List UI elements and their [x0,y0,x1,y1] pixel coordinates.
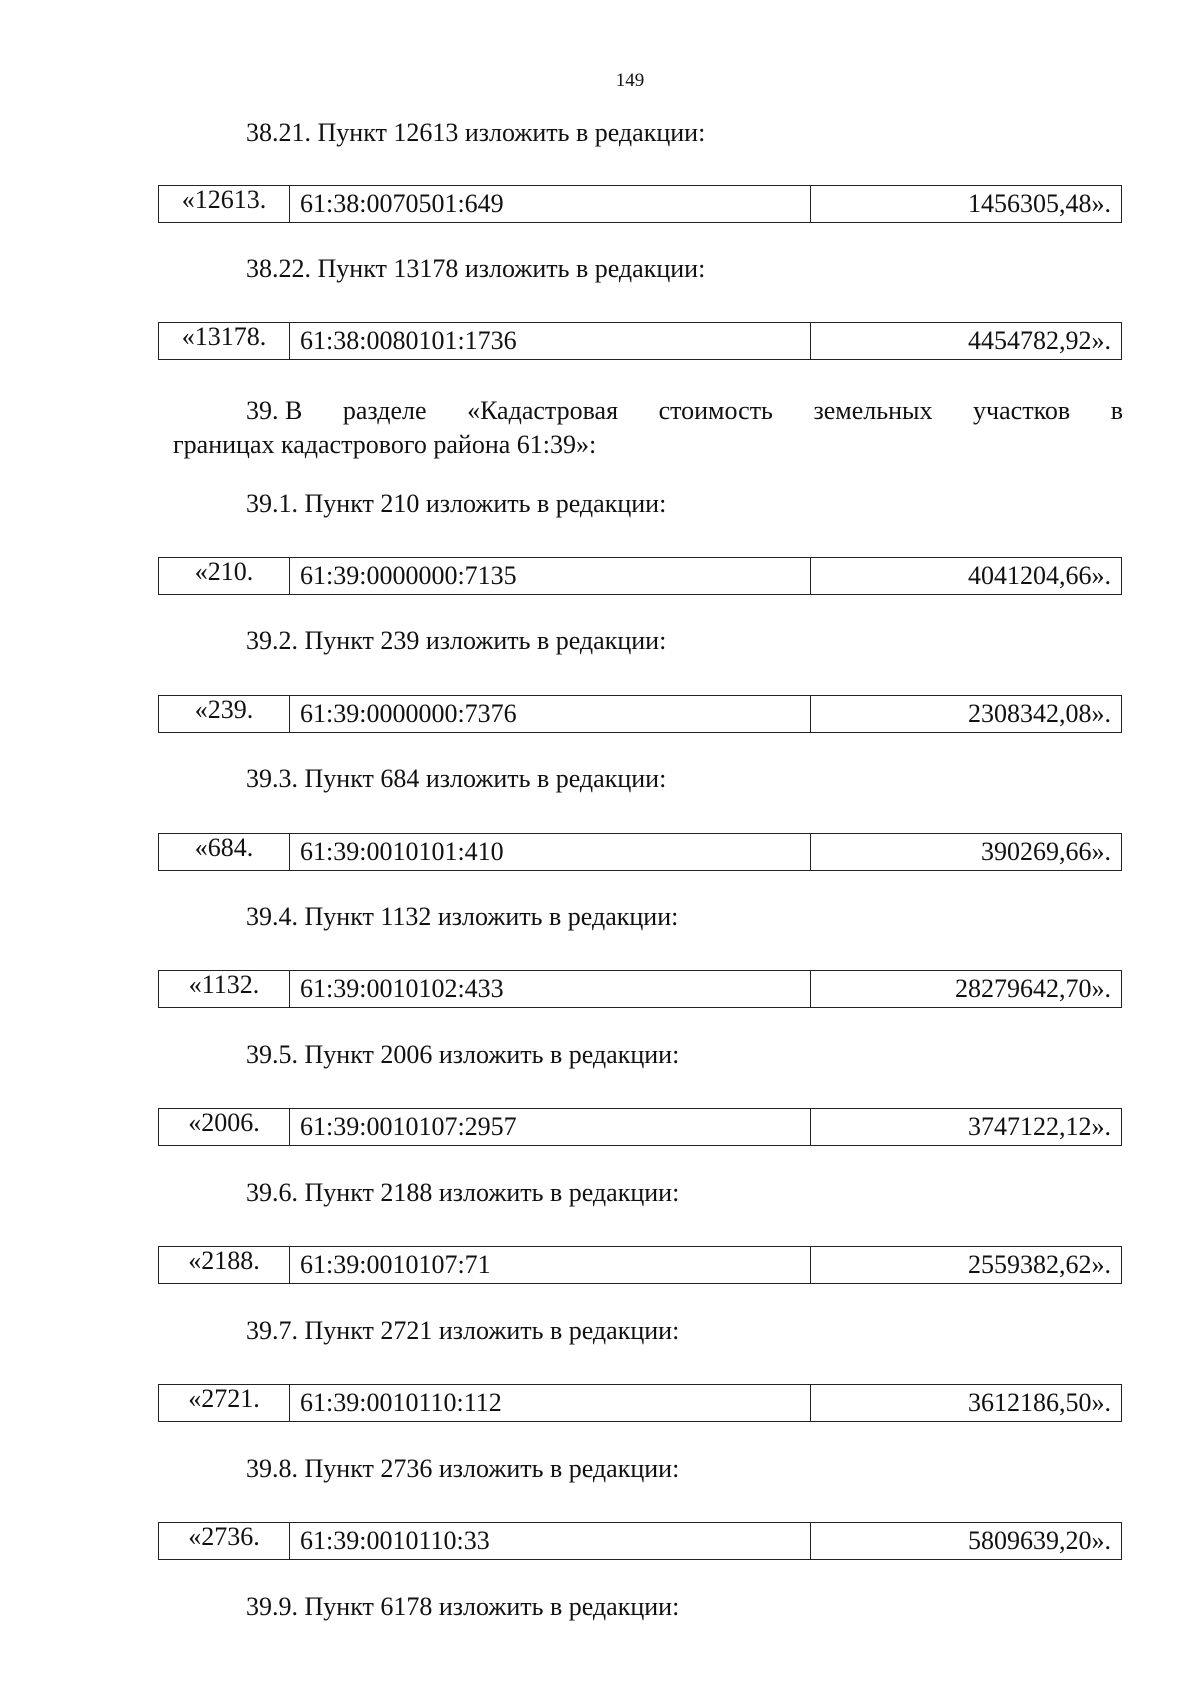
cadastral-value-cell: 1456305,48». [811,186,1122,223]
section-39-line-2: границах кадастрового района 61:39»: [173,430,597,459]
table-row [159,971,1122,1008]
item-number: «2721. [188,1384,260,1413]
page-number: 149 [615,70,645,91]
item-number-cell [159,834,290,871]
item-heading: 39.4. Пункт 1132 изложить в редакции: [246,902,679,931]
item-number: «12613. [181,185,267,214]
item-table [158,557,1122,595]
item-heading: 39.3. Пункт 684 изложить в редакции: [246,764,667,793]
item-heading: 38.21. Пункт 12613 изложить в редакции: [246,118,706,147]
item-number-cell [159,558,290,595]
table-row [159,696,1122,733]
item-heading: 39.8. Пункт 2736 изложить в редакции: [246,1454,680,1483]
item-table [158,1384,1122,1422]
item-number: «13178. [181,322,267,351]
item-number-cell [159,1385,290,1422]
table-row [159,834,1122,871]
cadastral-value-cell: 4454782,92». [811,323,1122,360]
paragraph-word: «Кадастровая [467,396,619,425]
section-39-paragraph [173,394,1123,462]
paragraph-word: 39. В [246,396,303,425]
item-number: «1132. [188,970,260,999]
item-heading: 39.6. Пункт 2188 изложить в редакции: [246,1178,680,1207]
item-number-cell [159,1247,290,1284]
item-table [158,185,1122,223]
item-table [158,1246,1122,1284]
cadastral-number-cell: 61:39:0010110:33 [290,1523,811,1560]
table-row [159,1385,1122,1422]
cadastral-value-cell: 2559382,62». [811,1247,1122,1284]
paragraph-word: участков [973,396,1071,425]
item-number-cell [159,696,290,733]
cadastral-number-cell: 61:39:0000000:7376 [290,696,811,733]
cadastral-number-cell: 61:39:0010102:433 [290,971,811,1008]
table-row [159,1247,1122,1284]
item-number: «2188. [188,1246,260,1275]
item-heading: 39.5. Пункт 2006 изложить в редакции: [246,1040,680,1069]
item-table [158,833,1122,871]
item-number: «2006. [188,1108,260,1137]
item-number: «239. [194,695,254,724]
item-heading: 38.22. Пункт 13178 изложить в редакции: [246,254,706,283]
item-table [158,970,1122,1008]
cadastral-value-cell: 28279642,70». [811,971,1122,1008]
item-table [158,1522,1122,1560]
item-number-cell [159,323,290,360]
cadastral-number-cell: 61:38:0070501:649 [290,186,811,223]
paragraph-word: разделе [342,396,427,425]
paragraph-word: стоимость [658,396,773,425]
table-row [159,1523,1122,1560]
item-table [158,322,1122,360]
item-number: «210. [194,557,254,586]
item-table [158,1108,1122,1146]
item-table [158,695,1122,733]
paragraph-word: в [1110,396,1123,425]
table-row [159,186,1122,223]
cadastral-number-cell: 61:39:0010110:112 [290,1385,811,1422]
item-heading: 39.1. Пункт 210 изложить в редакции: [246,489,667,518]
table-row [159,323,1122,360]
cadastral-value-cell: 4041204,66». [811,558,1122,595]
table-row [159,1109,1122,1146]
cadastral-value-cell: 390269,66». [811,834,1122,871]
item-number-cell [159,186,290,223]
item-number-cell [159,1523,290,1560]
item-heading: 39.2. Пункт 239 изложить в редакции: [246,626,667,655]
item-number: «2736. [188,1522,260,1551]
item-number: «684. [194,833,254,862]
item-number-cell [159,971,290,1008]
cadastral-value-cell: 5809639,20». [811,1523,1122,1560]
cadastral-value-cell: 3612186,50». [811,1385,1122,1422]
cadastral-value-cell: 3747122,12». [811,1109,1122,1146]
table-row [159,558,1122,595]
section-39-line-1 [173,394,1123,428]
cadastral-value-cell: 2308342,08». [811,696,1122,733]
cadastral-number-cell: 61:38:0080101:1736 [290,323,811,360]
cadastral-number-cell: 61:39:0010101:410 [290,834,811,871]
paragraph-word: земельных [813,396,933,425]
cadastral-number-cell: 61:39:0000000:7135 [290,558,811,595]
item-heading: 39.9. Пункт 6178 изложить в редакции: [246,1592,680,1621]
cadastral-number-cell: 61:39:0010107:2957 [290,1109,811,1146]
item-heading: 39.7. Пункт 2721 изложить в редакции: [246,1316,680,1345]
cadastral-number-cell: 61:39:0010107:71 [290,1247,811,1284]
item-number-cell [159,1109,290,1146]
